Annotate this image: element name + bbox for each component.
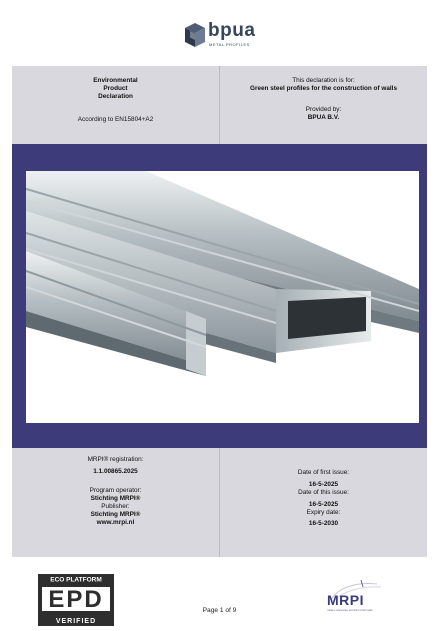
epd-badge-top-text: ECO PLATFORM (50, 576, 102, 584)
publisher-label: Publisher: (101, 503, 130, 510)
steel-profiles-image (26, 171, 419, 423)
product-photo (26, 171, 419, 423)
mrpi-wordmark: MRPI (327, 592, 364, 608)
title-line-3: Declaration (98, 93, 133, 100)
program-operator: Stichting MRPI® (90, 495, 141, 502)
website: www.mrpi.nl (96, 519, 135, 526)
expiry-label: Expiry date: (306, 509, 341, 516)
registration-label: MRPI® registration: (87, 456, 144, 463)
registration-panel (12, 448, 220, 557)
declaration-subject-panel (220, 66, 427, 144)
product-name: Green steel profiles for the construction of walls (249, 85, 397, 92)
publisher: Stichting MRPI® (90, 511, 141, 518)
provider-name: BPUA B.V. (307, 114, 340, 121)
brand-tagline: METAL PROFILES (209, 42, 250, 47)
expiry-date: 16-5-2030 (308, 520, 339, 527)
standard-text: According to EN15804+A2 (77, 116, 154, 123)
bpua-cube-icon (183, 22, 207, 48)
epd-title-panel (12, 66, 220, 144)
registration-number: 1.1.00865.2025 (93, 468, 138, 475)
epd-badge-bottom-text: VERIFIED (55, 618, 97, 625)
issue-dates-panel (220, 448, 427, 557)
title-line-2: Product (103, 85, 128, 92)
provided-by-label: Provided by: (305, 106, 342, 113)
program-operator-label: Program operator: (89, 487, 142, 494)
epd-badge-mark: EPD (48, 586, 104, 613)
first-issue-date: 16-5-2025 (308, 481, 339, 488)
this-issue-date: 16-5-2025 (308, 501, 339, 508)
declaration-for-label: This declaration is for: (292, 77, 355, 84)
bpua-logo (183, 18, 263, 52)
mrpi-tagline: milieu relevante product informatie (327, 608, 373, 612)
title-line-1: Environmental (93, 77, 138, 84)
brand-wordmark: bpua (208, 20, 256, 41)
eco-platform-epd-verified-badge (38, 574, 114, 626)
first-issue-label: Date of first issue: (297, 469, 350, 476)
this-issue-label: Date of this issue: (298, 489, 349, 496)
mrpi-logo (325, 578, 401, 616)
page-indicator: Page 1 of 9 (202, 607, 237, 614)
